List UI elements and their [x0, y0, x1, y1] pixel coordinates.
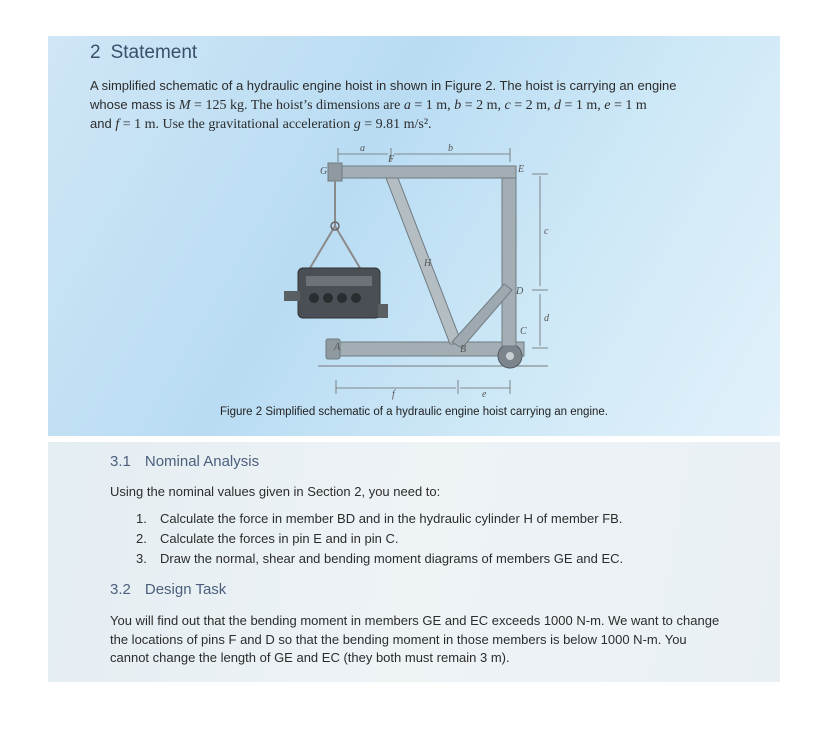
- text-span: = 125 kg. The hoist’s dimensions are: [190, 97, 404, 113]
- list-item: [136, 509, 623, 529]
- section-title: Nominal Analysis: [144, 453, 260, 470]
- label-dim-d: d: [544, 313, 549, 324]
- text-span: = 2 m,: [461, 97, 505, 113]
- engine-flywheel: [378, 304, 388, 318]
- list-item: [136, 549, 623, 569]
- list-text: Calculate the forces in pin E and in pin C.: [160, 531, 399, 546]
- design-line-3: cannot change the length of GE and EC (they both must remain 3 m).: [110, 650, 510, 665]
- chain-right: [335, 226, 360, 268]
- label-g: G: [320, 166, 328, 177]
- text-span: whose mass is: [90, 96, 179, 112]
- list-text: Draw the normal, shear and bending moment diagrams of members GE and EC.: [160, 551, 624, 566]
- design-paragraph: [110, 612, 775, 668]
- math-var: g: [353, 117, 361, 132]
- label-dim-c: c: [544, 226, 549, 237]
- section-number: 3.1: [110, 453, 131, 470]
- engine-block: [298, 268, 380, 318]
- section-title: Statement: [110, 42, 198, 63]
- text-span: = 2 m,: [510, 97, 554, 113]
- engine-head: [306, 276, 372, 286]
- engine-part: [323, 293, 333, 303]
- section-number: 2: [90, 42, 101, 63]
- label-dim-f: f: [392, 389, 395, 400]
- text-span: = 1 m. Use the gravitational acceleration: [119, 117, 354, 132]
- list-number: 1.: [136, 511, 147, 526]
- list-item: [136, 529, 623, 549]
- list-number: 2.: [136, 531, 147, 546]
- section-heading-nominal: [110, 453, 259, 470]
- label-dim-e: e: [482, 389, 487, 400]
- text-span: and: [90, 116, 116, 131]
- label-f: F: [388, 154, 395, 165]
- text-span: = 9.81 m/s².: [360, 117, 432, 132]
- label-c: C: [520, 326, 527, 337]
- design-line-2: the locations of pins F and D so that the bending moment in those members is below 1000 N-m. You: [110, 631, 687, 647]
- text-span: = 1 m: [610, 97, 647, 113]
- text-span: = 1 m,: [561, 97, 605, 113]
- label-h: H: [424, 258, 432, 269]
- text-span: = 1 m,: [410, 97, 455, 113]
- label-e: E: [518, 164, 525, 175]
- boom-ge: [330, 166, 516, 178]
- text-span: A simplified schematic of a hydraulic engine hoist in shown in Figure 2. The hoist is carrying an engine: [90, 78, 677, 93]
- base-member: [328, 342, 524, 356]
- list-number: 3.: [136, 551, 147, 566]
- math-var: b: [454, 97, 462, 113]
- engine-part: [337, 293, 347, 303]
- chain: [310, 181, 360, 268]
- math-var: M: [178, 97, 191, 113]
- nominal-task-list: [136, 509, 623, 569]
- label-a: A: [334, 342, 341, 353]
- tasks-panel: [48, 442, 780, 682]
- list-text: Calculate the force in member BD and in the hydraulic cylinder H of member FB.: [160, 511, 623, 526]
- math-var: c: [504, 97, 511, 113]
- design-line-1: You will find out that the bending moment in members GE and EC exceeds 1000 N-m. We want to change: [110, 613, 720, 628]
- math-var: d: [554, 97, 561, 113]
- section-title: Design Task: [144, 581, 227, 598]
- label-d: D: [516, 286, 524, 297]
- engine: [284, 268, 388, 318]
- wheel-hub: [506, 352, 514, 360]
- figure-caption: Figure 2 Simplified schematic of a hydraulic engine hoist carrying an engine.: [219, 406, 608, 418]
- engine-fan: [284, 291, 300, 301]
- engine-part: [309, 293, 319, 303]
- hoist-figure: [48, 36, 780, 436]
- chain-left: [310, 226, 335, 268]
- label-dim-a: a: [360, 143, 365, 154]
- nominal-intro: Using the nominal values given in Section 2, you need to:: [110, 484, 441, 499]
- engine-part: [351, 293, 361, 303]
- label-dim-b: b: [448, 143, 453, 154]
- math-var: e: [604, 97, 611, 113]
- math-var: a: [403, 97, 411, 113]
- section-number: 3.2: [110, 581, 131, 598]
- label-b: B: [460, 344, 467, 355]
- pin-g-block: [328, 163, 342, 181]
- math-var: f: [115, 117, 120, 132]
- section-heading-design: [110, 581, 226, 598]
- column-ec: [502, 170, 516, 346]
- statement-panel: [48, 36, 780, 436]
